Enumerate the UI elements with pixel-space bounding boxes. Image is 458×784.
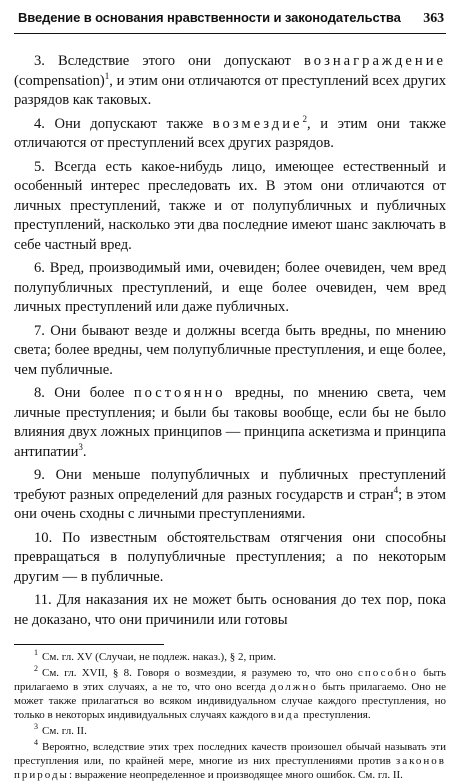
footnote-text: быть прилагаемо. Оно не может также прилагаться во всяком индивидуальном случае каждого преступления, но только в некоторых индивидуальных случаях каждого <box>14 681 447 721</box>
paragraph-6: 6. Вред, производимый ими, очевиден; более очевиден, чем вред полупубличных преступлений, и еще более очевиден, чем вред личных преступлений или даже публичных. <box>14 260 446 315</box>
paragraph-5: 5. Всегда есть какое-нибудь лицо, имеющее естественный и особенный интерес преследовать их. В этом они отличаются от личных преступлений, также и от полупубличных и публичных преступлений, насколько эти два последние имеют шанс заключать в себе частный вред. <box>14 158 446 253</box>
footnote-text: : выражение неопределенное и производящее много ошибок. См. гл. II. <box>68 769 403 781</box>
paragraph-text: , и этим они отличаются от преступлений всех других разрядов как таковых. <box>14 72 446 108</box>
footnote-2 <box>14 666 446 722</box>
spaced-term: вида <box>270 709 301 721</box>
spaced-term: постоянно <box>133 385 226 401</box>
paragraph-9 <box>14 466 446 525</box>
spaced-term: вознаграждение <box>304 53 446 69</box>
footnote-ref: 4 <box>393 484 399 495</box>
paragraph-text: 8. Они более <box>34 385 134 401</box>
main-text <box>14 52 446 630</box>
paragraph-11: 11. Для наказания их не может быть основания до тех пор, пока не доказано, что они причинили или готовы <box>14 592 446 628</box>
spaced-term: законов природы <box>14 755 446 781</box>
paragraph-text: вредны, по мнению света, чем личные преступления; и были бы таковы вообще, если бы не было влияния двух ложных принципов — принципа аскетизма и принципа антипатии <box>14 385 446 460</box>
paragraph-text: , и этим они также отличаются от преступлений всех других разрядов. <box>14 115 446 151</box>
footnotes <box>14 644 446 782</box>
page-number: 363 <box>423 11 444 26</box>
paragraph-text: ; в этом они очень сходны с личными преступлениями. <box>14 486 446 522</box>
paragraph-7: 7. Они бывают везде и должны всегда быть вредны, по мнению света; более вредны, чем полупубличные преступления, и еще более, чем публичные. <box>14 322 446 378</box>
paragraph-3 <box>14 52 446 111</box>
paragraph-4 <box>14 115 446 154</box>
footnote-text: См. гл. II. <box>42 725 87 737</box>
footnote-mark: 3 <box>34 722 38 732</box>
paragraph-text: 4. Они допускают также <box>34 115 213 132</box>
paragraph-text: . <box>82 443 87 460</box>
footnote-1 <box>14 650 446 664</box>
footnote-mark: 4 <box>34 738 38 748</box>
book-page <box>14 10 446 784</box>
paragraph-text: 3. Вследствие этого они допускают <box>34 53 305 69</box>
footnote-text: См. гл. XVII, § 8. Говоря о возмездии, я разумею то, что оно <box>42 667 359 679</box>
footnote-ref: 3 <box>78 441 83 452</box>
running-header <box>14 10 446 34</box>
footnote-text: См. гл. XV (Случаи, не подлеж. наказ.), § 2, прим. <box>42 651 276 663</box>
footnote-text: быть прилагаемо в этих случаях, а не то, что оно всегда <box>14 667 446 693</box>
footnote-ref: 2 <box>302 113 308 124</box>
paragraph-10: 10. По известным обстоятельствам отягчения они способны превращаться в полупубличные преступления; а по некоторым другим — в публичные. <box>14 529 446 585</box>
paragraph-8 <box>14 384 446 462</box>
footnote-ref: 1 <box>104 70 110 81</box>
running-title: Введение в основания нравственности и законодательства <box>18 10 401 25</box>
paragraph-text: 9. Они меньше полупубличных и публичных преступлений требуют разных определений для разных государств и стран <box>14 467 446 503</box>
footnote-text: преступления. <box>300 709 371 721</box>
footnote-4 <box>14 740 446 782</box>
spaced-term: должно <box>270 681 318 693</box>
footnote-3 <box>14 724 446 738</box>
spaced-term: способно <box>358 667 418 679</box>
footnote-text: Вероятно, вследствие этих трех последних качеств произошел обычай называть эти преступления или, по крайней мере, многие из них преступлениями против <box>14 741 446 767</box>
paragraph-text: (compensation) <box>14 72 105 89</box>
spaced-term: возмездие <box>212 115 303 132</box>
footnote-mark: 2 <box>34 664 38 674</box>
footnote-mark: 1 <box>34 648 38 658</box>
